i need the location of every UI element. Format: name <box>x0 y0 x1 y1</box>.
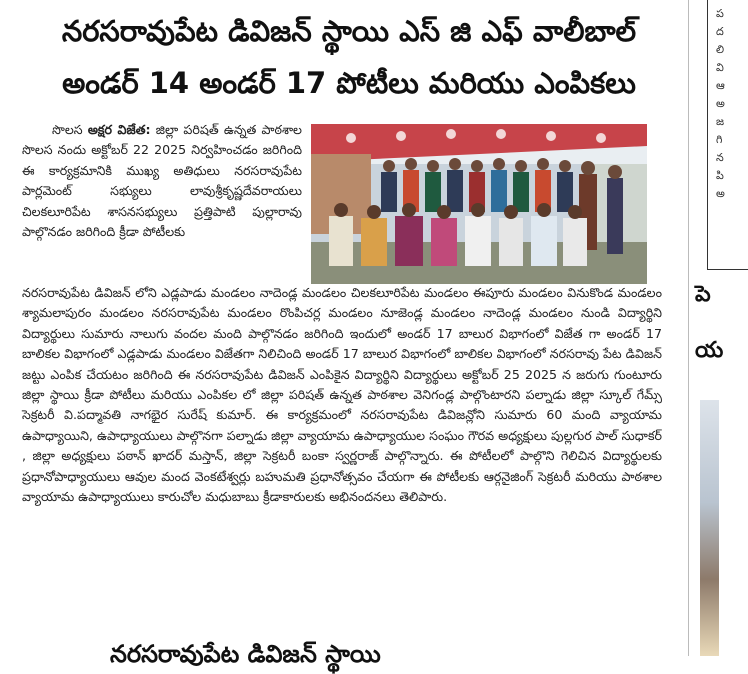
sidebar-article-box <box>707 0 748 270</box>
sidebar-photo <box>700 400 719 656</box>
sidebar-heading-2: య <box>695 338 724 363</box>
sidebar-line: ప <box>716 7 724 20</box>
headline-line2: అండర్ 14 అండర్ 17 పోటీలు మరియు ఎంపికలు <box>62 66 636 100</box>
sidebar-line: అ <box>716 187 725 200</box>
sidebar-line: అ <box>716 97 725 110</box>
sidebar-heading-1: పె <box>695 282 711 307</box>
column-paragraph-text: జిల్లా పరిషత్ ఉన్నత పాఠశాల సొలస నందు అక్టోబర్ 22 2025 నిర్వహించడం జరిగింది ఈ కార్యక్రమానికి ముఖ్య అతిధులు నరసరావుపేట పార్లమెంట్ సభ్యులు లావుశ్రీకృష్ణదేవరాయలు చిలకలూరిపేట శాసనసభ్యులు ప్రత్తిపాటి పుల్లారావు పాల్గొనడం జరిగింది క్రీడా పోటీలకు <box>22 122 302 240</box>
column-divider <box>688 0 689 656</box>
dateline-place: సొలస <box>52 122 83 137</box>
article-column-paragraph <box>22 120 302 242</box>
sidebar-line: జ <box>716 115 725 128</box>
event-group-photo <box>311 124 647 284</box>
sidebar-line: గి <box>716 133 723 146</box>
sidebar-line: ద <box>716 25 724 38</box>
sidebar-line: లి <box>716 43 725 56</box>
next-article-headline-fragment: నరసరావుపేట డివిజన్ స్థాయి <box>110 640 381 668</box>
headline-line1: నరసరావుపేట డివిజన్ స్థాయి ఎస్ జి ఎఫ్ వాలీబాల్ <box>61 14 637 48</box>
sidebar-line: పి <box>716 169 724 182</box>
article-body-paragraph: నరసరావుపేట డివిజన్ లోని ఎడ్లపాడు మండలం నాదెండ్ల మండలం చిలకలూరిపేట మండలం ఈపూరు మండలం వినుకొండ మండలం శ్యామలాపురం మండలం నరసరావుపేట మండలం రొంపిచర్ల మండలం నూజెండ్ల మండలం నాదెండ్ల మండలం నుండి విద్యార్థిని విద్యార్థులు సుమారు నాలుగు వందల మంది పాల్గొనడం జరిగింది ఇందులో అండర్ 17 బాలుర విభాగంలో విజేత గా అండర్ 17 బాలికల విభాగంలో ఎడ్లపాడు మండలం విజేతగా నిలిచింది అండర్ 17 బాలుర విభాగంలో బాలికల విభాగంలో నరసరావు పేట డివిజన్ జట్టు ఎంపిక చేయటం జరిగింది ఈ నరసరావుపేట డివిజన్ ఎంపికైన విద్యార్థిని విద్యార్థులు అక్టోబర్ 25 2025 న జరుగు గుంటూరు జిల్లా స్థాయి క్రీడా పోటీలు మరియు ఎంపికల లో జిల్లా పరిషత్ ఉన్నత పాఠశాల వెనిగండ్ల పాల్గొంటారని పల్నాడు జిల్లా స్కూల్ గేమ్స్ సెక్రటరీ వి.పద్మావతి నాగభైర సురేష్ కుమార్. ఈ కార్యక్రమంలో నరసరావుపేట డివిజన్లోని సుమారు 60 మంది వ్యాయామ ఉపాధ్యాయిని, ఉపాధ్యాయులు పాల్గొనగా పల్నాడు జిల్లా వ్యాయామ ఉపాధ్యాయుల సంఘం గౌరవ అధ్యక్షులు పుల్లగుర పాల్ సుధాకర్ , జిల్లా అధ్యక్షులు పఠాన్ ఖాదర్ మస్తాన్, జిల్లా సెక్రటరీ బంకా స్వర్ణరాజ్ పాల్గొన్నారు. ఈ పోటీలలో పాల్గొని గెలిచిన విద్యార్థులకు ప్రధానోపాధ్యాయులు ఆవుల మంద వెంకటేశ్వర్లు బహుమతి ప్రధానోత్సవం చేయగా ఈ పోటీలకు ఆర్గనైజింగ్ సెక్రటరీ మరియు పాఠశాల వ్యాయామ ఉపాధ్యాయులు కారుచోల మధుబాబు క్రీడాకారులకు అభినందనలు తెలిపారు. <box>22 285 663 505</box>
sidebar-line: వి <box>716 61 724 74</box>
dateline-reporter: అక్షర విజేత: <box>87 122 151 137</box>
group-photo-illustration <box>311 124 647 284</box>
sidebar-line: న <box>716 151 724 164</box>
sidebar-line: ఆ <box>716 79 725 92</box>
